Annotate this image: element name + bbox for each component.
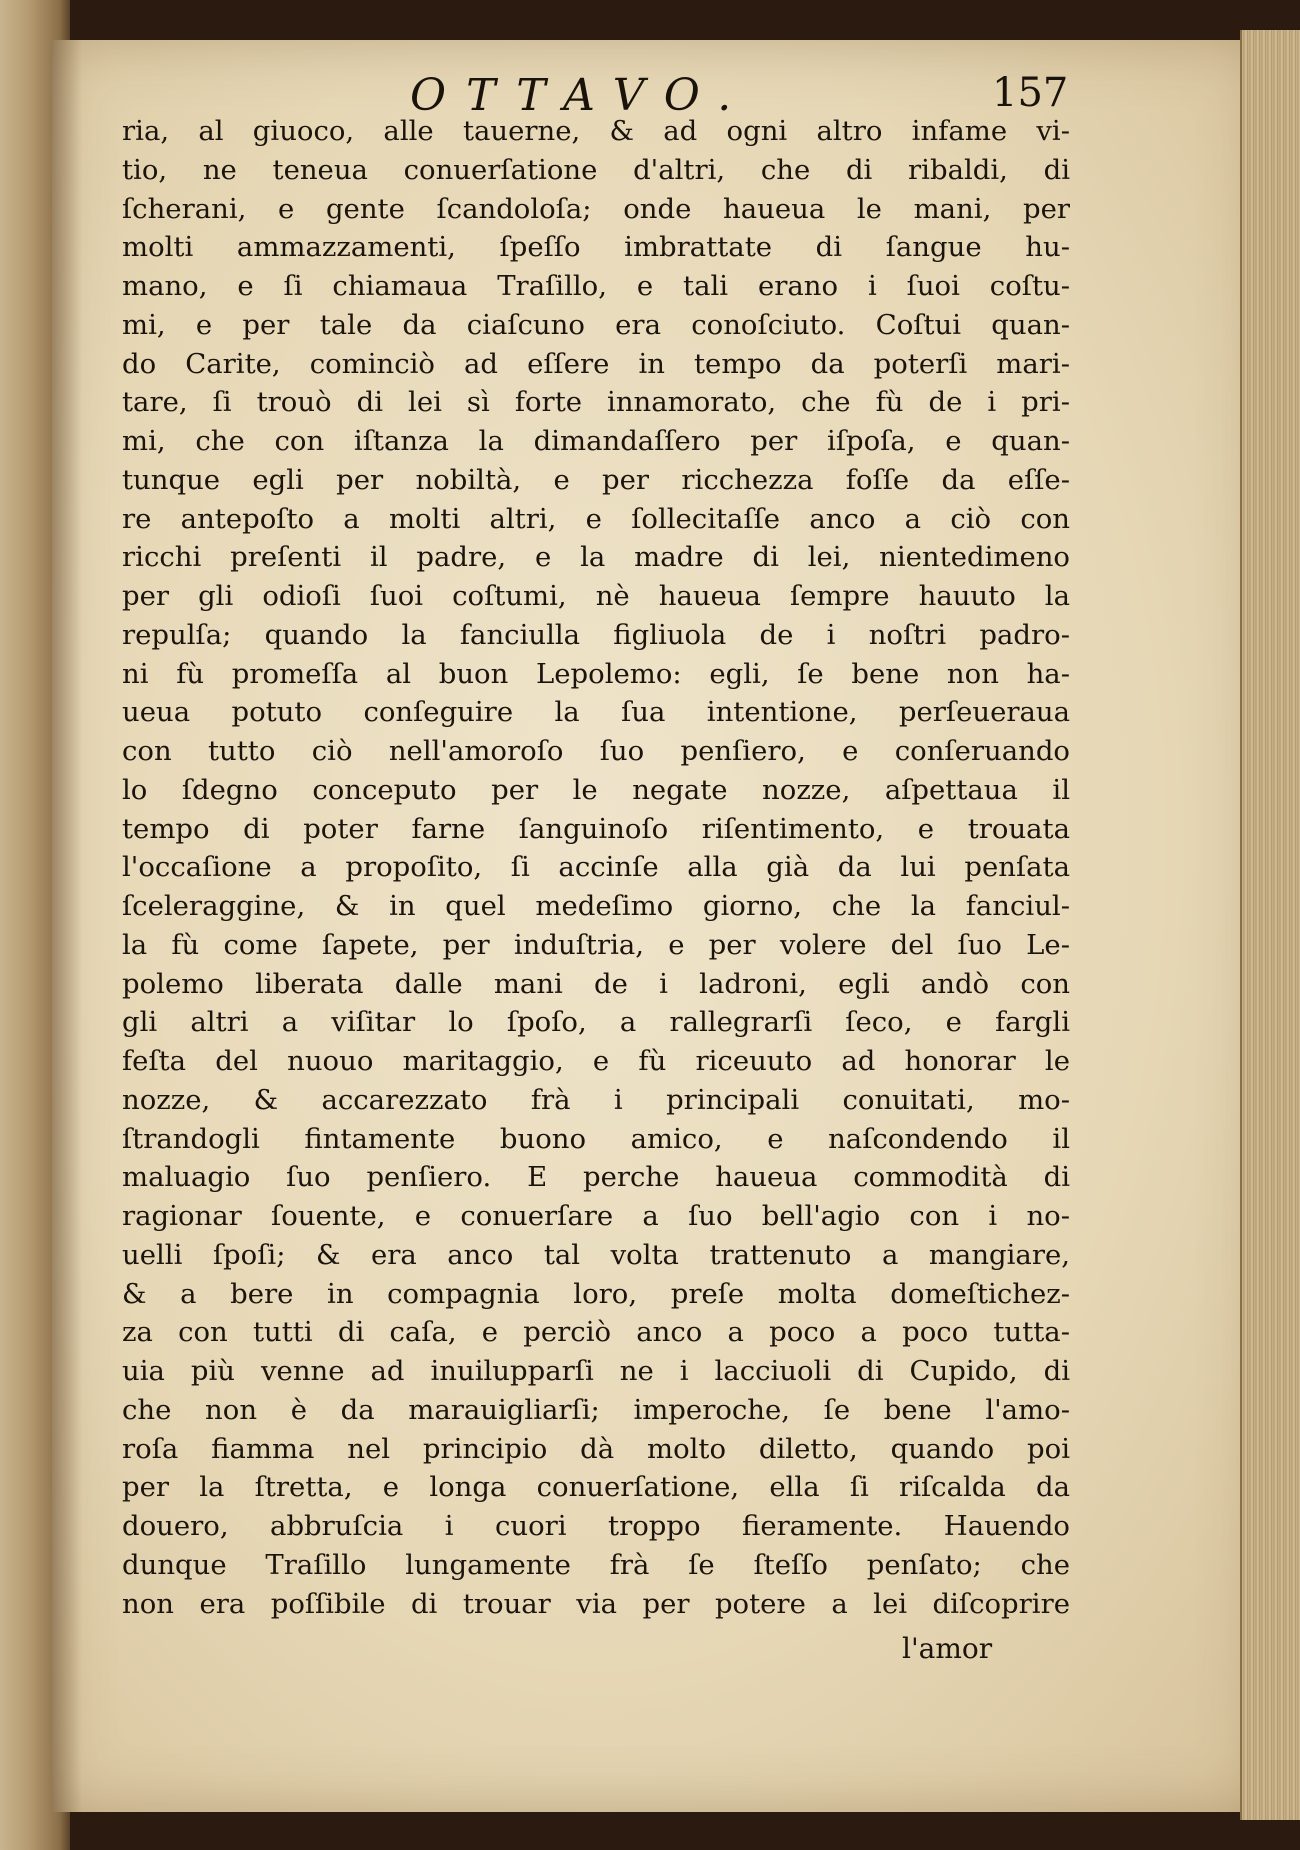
text-line: do Carite, cominciò ad eſſere in tempo da poterſi mari- [122,347,1070,380]
text-line: mi, e per tale da ciaſcuno era conoſciuto. Coſtui quan- [122,308,1070,341]
text-line: ni fù promeſſa al buon Lepolemo: egli, ſe bene non ha- [122,657,1070,690]
catchword: l'amor [902,1632,993,1665]
text-line: tio, ne teneua conuerſatione d'altri, che di ribaldi, di [122,153,1070,186]
text-line: tunque egli per nobiltà, e per ricchezza foſſe da eſſe- [122,463,1070,496]
text-line: gli altri a viſitar lo ſpoſo, a rallegrarſi ſeco, e fargli [122,1006,1070,1039]
text-line: ragionar ſouente, e conuerſare a ſuo bell'agio con i no- [122,1200,1070,1232]
text-line: uia più venne ad inuilupparſi ne i lacciuoli di Cupido, di [122,1355,1070,1387]
text-line: tempo di poter farne ſanguinoſo riſentimento, e trouata [122,812,1070,845]
text-line: lo ſdegno conceputo per le negate nozze, aſpettaua il [122,773,1070,806]
text-line: & a bere in compagnia loro, preſe molta domeſtichez- [122,1277,1070,1310]
text-line: che non è da marauigliarſi; imperoche, ſe bene l'amo- [122,1393,1070,1426]
page-fore-edge [1240,30,1300,1820]
text-line: ſtrandogli fintamente buono amico, e naſcondendo il [122,1122,1070,1155]
text-line: ricchi preſenti il padre, e la madre di lei, nientedimeno [122,541,1070,574]
body-text [122,112,1070,1623]
text-line: feſta del nuouo maritaggio, e fù riceuuto ad honorar le [122,1045,1070,1077]
text-line: l'occaſione a propoſito, ſi accinſe alla già da lui penſata [122,851,1070,884]
text-line: polemo liberata dalle mani de i ladroni, egli andò con [122,967,1070,1000]
page-gutter-shadow [52,40,82,1812]
text-line: per la ſtretta, e longa conuerſatione, ella ſi riſcalda da [122,1471,1070,1504]
text-line: douero, abbruſcia i cuori troppo fieramente. Hauendo [122,1510,1070,1542]
text-line: ria, al giuoco, alle tauerne, & ad ogni altro infame vi- [122,115,1070,147]
text-line: con tutto ciò nell'amoroſo ſuo penſiero, e conſeruando [122,735,1070,767]
text-line: mano, e ſi chiamaua Traſillo, e tali erano i ſuoi coſtu- [122,270,1070,302]
text-line: molti ammazzamenti, ſpeſſo imbrattate di ſangue hu- [122,231,1070,264]
text-line: ſceleraggine, & in quel medeſimo giorno, che la fanciul- [122,890,1070,922]
text-line: dunque Traſillo lungamente frà ſe ſteſſo penſato; che [122,1548,1070,1581]
text-line: uelli ſpoſi; & era anco tal volta trattenuto a mangiare, [122,1238,1070,1271]
text-line: non era poſſibile di trouar via per potere a lei diſcoprire [122,1587,1070,1620]
text-line: maluagio ſuo penſiero. E perche haueua commodità di [122,1161,1070,1194]
text-line: tare, ſi trouò di lei sì forte innamorato, che fù de i pri- [122,386,1070,419]
text-line: per gli odioſi ſuoi coſtumi, nè haueua ſempre hauuto la [122,580,1070,612]
text-line: ueua potuto conſeguire la ſua intentione, perſeueraua [122,696,1070,729]
text-line: nozze, & accarezzato frà i principali conuitati, mo- [122,1083,1070,1116]
text-line: roſa fiamma nel principio dà molto diletto, quando poi [122,1432,1070,1465]
text-line: re antepoſto a molti altri, e ſollecitaſſe anco a ciò con [122,502,1070,535]
text-line: repulſa; quando la fanciulla figliuola de i noſtri padro- [122,618,1070,651]
text-line: mi, che con iſtanza la dimandaſſero per iſpoſa, e quan- [122,425,1070,457]
text-line: ſcherani, e gente ſcandoloſa; onde haueua le mani, per [122,192,1070,225]
running-title: OTTAVO. [410,70,752,121]
page-number: 157 [992,70,1069,116]
text-line: za con tutti di caſa, e perciò anco a poco a poco tutta- [122,1316,1070,1349]
text-line: la fù come ſapete, per induſtria, e per volere del ſuo Le- [122,928,1070,961]
